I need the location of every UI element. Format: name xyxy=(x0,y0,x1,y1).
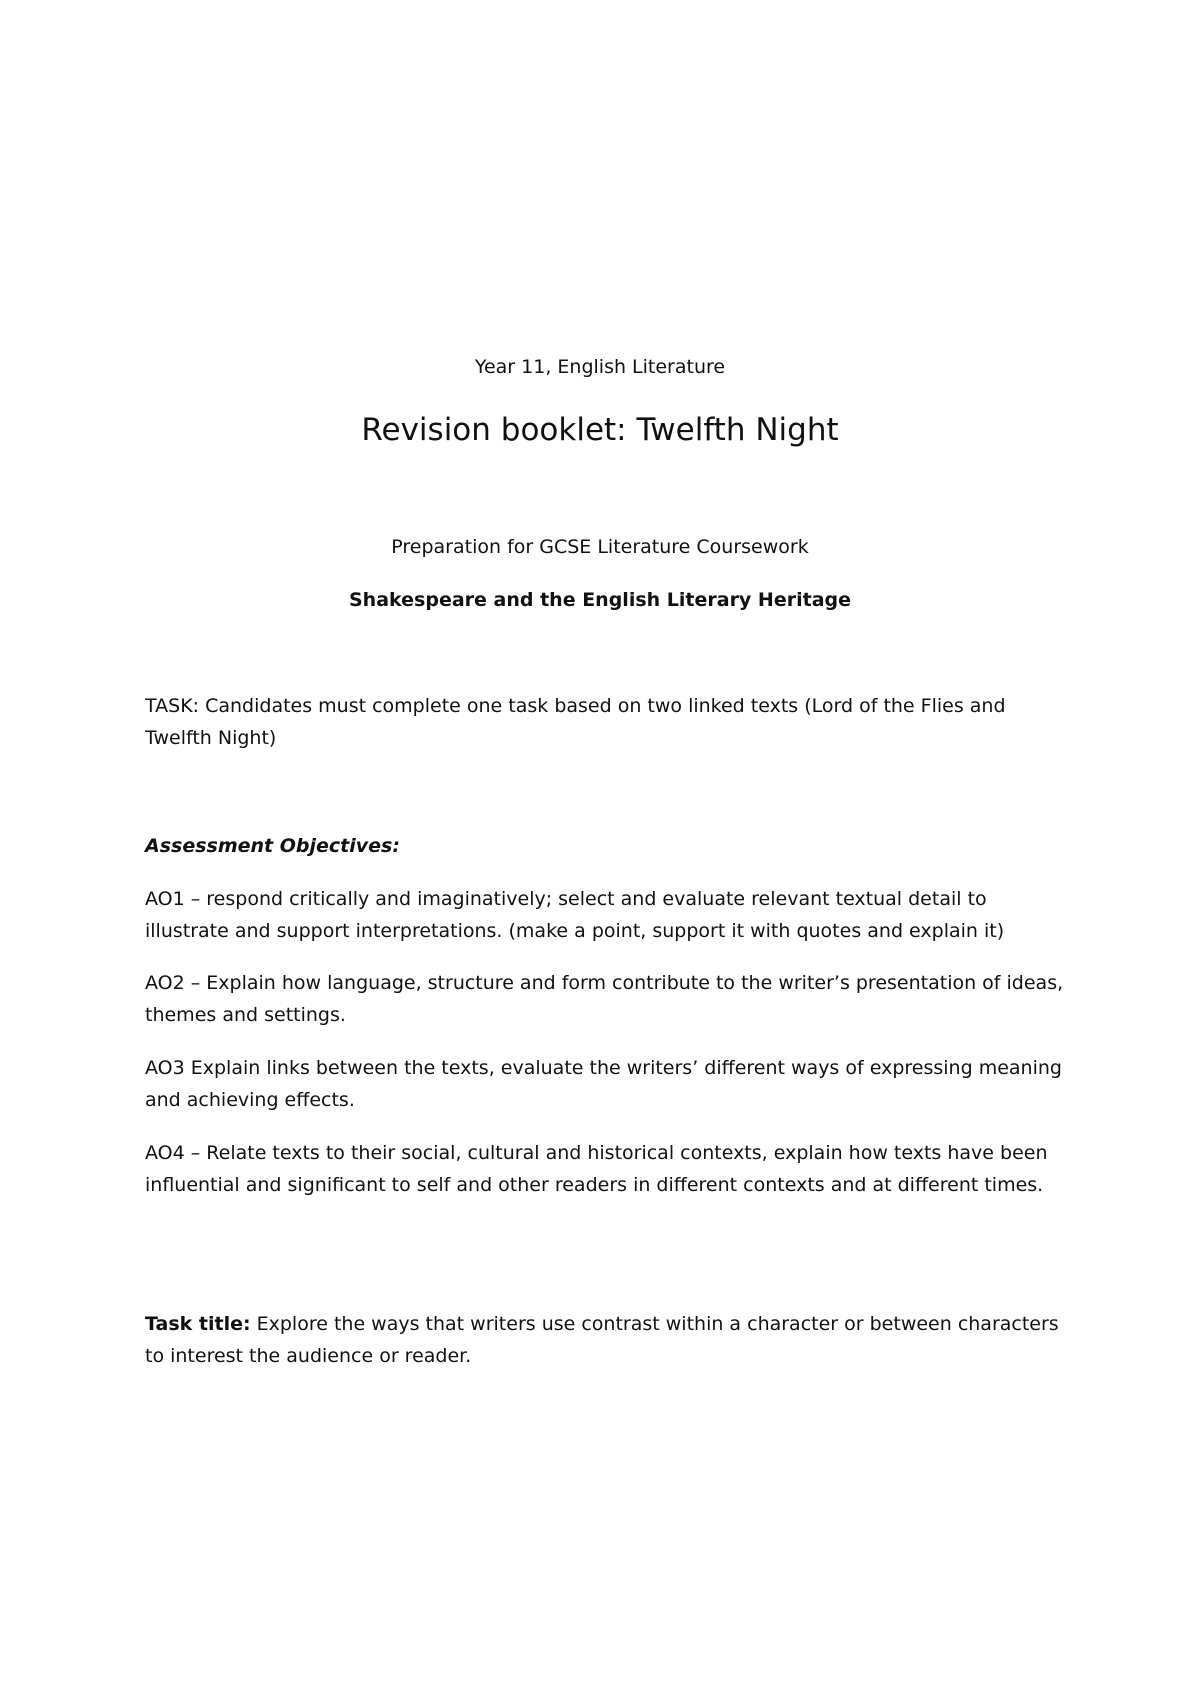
course-line: Year 11, English Literature xyxy=(474,356,726,378)
task-title-label: Task title: xyxy=(145,1313,251,1335)
page-title: Revision booklet: Twelfth Night xyxy=(361,412,839,448)
objective-ao3: AO3 Explain links between the texts, evaluate the writers’ different ways of expressing meaning and achieving effects. xyxy=(145,1057,1062,1111)
objective-ao1: AO1 – respond critically and imaginatively; select and evaluate relevant textual detail to illustrate and support interpretations. (make a point, support it with quotes and explain it) xyxy=(145,888,1005,942)
heritage-heading: Shakespeare and the English Literary Heritage xyxy=(349,589,851,611)
objective-ao4: AO4 – Relate texts to their social, cultural and historical contexts, explain how texts have been influential and significant to self and other readers in different contexts and at different times. xyxy=(145,1142,1048,1196)
task-description: TASK: Candidates must complete one task based on two linked texts (Lord of the Flies and Twelfth Night) xyxy=(145,695,1006,749)
preparation-line: Preparation for GCSE Literature Coursework xyxy=(391,536,809,558)
task-title-text: Explore the ways that writers use contrast within a character or between characters to interest the audience or reader. xyxy=(145,1313,1059,1367)
task-title-paragraph xyxy=(145,1308,1065,1372)
assessment-objectives-heading: Assessment Objectives: xyxy=(145,835,400,857)
objective-ao2: AO2 – Explain how language, structure and form contribute to the writer’s presentation of ideas, themes and settings. xyxy=(145,972,1064,1026)
